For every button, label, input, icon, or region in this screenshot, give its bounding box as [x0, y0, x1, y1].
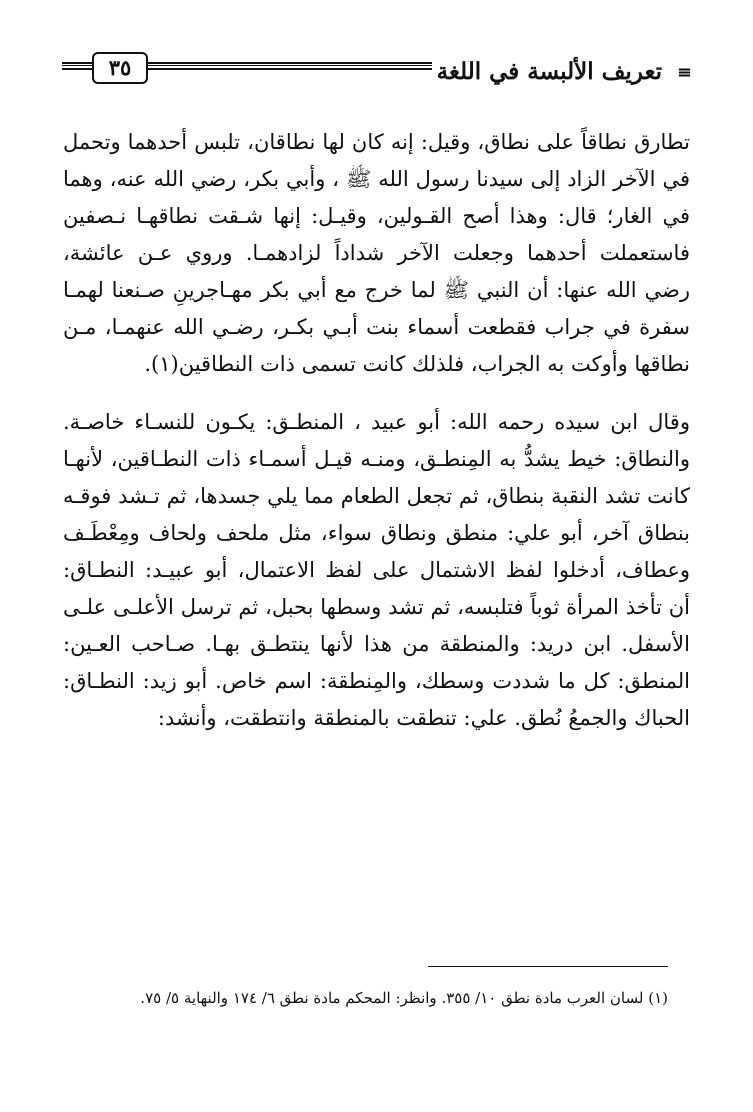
text-line: في الآخر الزاد إلى سيدنا رسول الله ﷺ ، وأبي بكر، رضي الله عنه، وهما: [63, 167, 690, 191]
text-line: سفرة في جراب فقطعت أسماء بنت أبـي بكـر، رضـي الله عنهمـا، مـن: [63, 315, 690, 339]
text-line: في الغار؛ قال: وهذا أصح القـولين، وقيـل: إنها شـقت نطاقهـا نـصفين: [63, 204, 690, 228]
text-line: نطاقها وأوكت به الجراب، فلذلك كانت تسمى ذات النطاقين(١).: [144, 352, 690, 376]
text-line: الأسفل. ابن دريد: والمنطقة من هذا لأنها ينتطـق بهـا. صـاحب العـين:: [63, 632, 690, 656]
header-rule: [148, 62, 432, 70]
text-line: المنطق: كل ما شددت وسطك، والمِنطقة: اسم خاص. أبو زيد: النطـاق:: [63, 669, 690, 693]
text-line: والنطاق: خيط يشدُّ به المِنطـق، ومنـه قيـل أسمـاء ذات النطـاقين، لأنهـا: [63, 447, 690, 471]
text-line: أن تأخذ المرأة ثوباً فتلبسه، ثم تشد وسطها بحبل، ثم ترسل الأعلـى علـى: [63, 595, 690, 619]
main-text: [63, 124, 690, 737]
text-line: كانت تشد النقبة بنطاق، ثم تجعل الطعام مما يلي جسدها، ثم تـشد فوقـه: [63, 484, 690, 508]
text-line: فاستعملت أحدهما وجعلت الآخر شداداً لزادهمـا. وروي عـن عائشة،: [63, 241, 690, 265]
text-line: الحباك والجمعُ نُطق. علي: تنطقت بالمنطقة وانتطقت، وأنشد:: [157, 706, 690, 730]
footnote: (١) لسان العرب مادة نطق ١٠/ ٣٥٥. وانظر: المحكم مادة نطق ٦/ ١٧٤ والنهاية ٥/ ٧٥.: [140, 989, 668, 1007]
text-line: تطارق نطاقاً على نطاق، وقيل: إنه كان لها نطاقان، تلبس أحدهما وتحمل: [63, 130, 690, 154]
footnote-separator: [428, 966, 668, 967]
paragraph-gap: [63, 383, 690, 404]
text-line: وقال ابن سيده رحمه الله: أبو عبيد ، المنطـق: يكـون للنسـاء خاصـة.: [63, 410, 690, 434]
page-number: ٣٥: [92, 52, 148, 84]
text-line: رضي الله عنها: أن النبي ﷺ لما خرج مع أبي بكر مهـاجرينِ صـنعنا لهمـا: [63, 278, 690, 302]
running-title: تعريف الألبسة في اللغة: [436, 58, 662, 85]
text-line: بنطاق آخر، أبو علي: منطق ونطاق سواء، مثل ملحف ولحاف ومِعْطَـف: [63, 521, 690, 545]
page-header: [62, 52, 690, 96]
header-ornament-icon: ≡: [676, 62, 690, 83]
text-line: وعطاف، أدخلوا لفظ الاشتمال على لفظ الاعتمال، أبو عبيـد: النطـاق:: [63, 558, 690, 582]
header-rule-end: [62, 62, 92, 70]
